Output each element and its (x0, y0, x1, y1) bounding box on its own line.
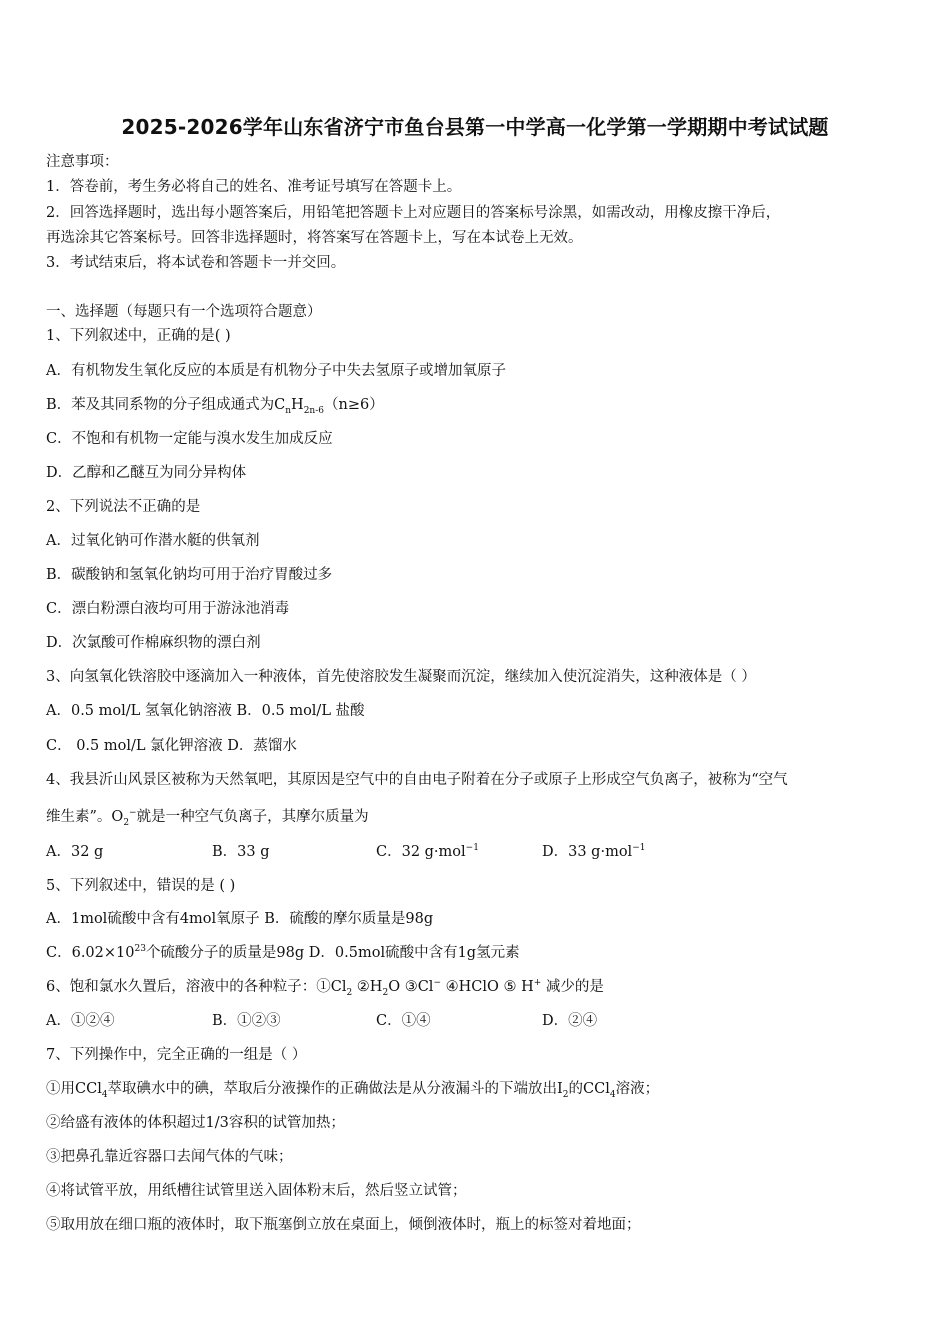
q1-option-b (46, 395, 384, 415)
q6-sub1: 2 (346, 987, 353, 998)
q6-mid1: ②H (352, 979, 383, 995)
notice-item-2: 2．回答选择题时，选出每小题答案后，用铅笔把答题卡上对应题目的答案标号涂黑，如需改动，用橡皮擦干净后， (46, 205, 781, 221)
q6-option-a: A．①②④ (46, 1013, 115, 1029)
q2-option-a: A．过氧化钠可作潜水艇的供氧剂 (46, 533, 260, 549)
q2-option-d: D．次氯酸可作棉麻织物的漂白剂 (46, 635, 261, 651)
q4-option-a: A．32 g (46, 844, 104, 860)
q1-option-a: A．有机物发生氧化反应的本质是有机物分子中失去氢原子或增加氧原子 (46, 363, 506, 379)
q4-option-d (542, 842, 645, 862)
q3-options-ab: A．0.5 mol/L 氢氧化钠溶液 B．0.5 mol/L 盐酸 (46, 703, 365, 719)
q7-i1-sub3: 4 (609, 1089, 616, 1100)
q4-c-text: C．32 g·mol (376, 844, 466, 860)
q3-options-cd: C． 0.5 mol/L 氯化钾溶液 D．蒸馏水 (46, 738, 297, 754)
q2-option-c: C．漂白粉漂白液均可用于游泳池消毒 (46, 601, 290, 617)
notice-item-1: 1．答卷前，考生务必将自己的姓名、准考证号填写在答题卡上。 (46, 179, 462, 195)
q4-stem2-post: 就是一种空气负离子，其摩尔质量为 (136, 809, 369, 825)
q5-cd-sup: 23 (134, 944, 146, 955)
q1-option-d: D．乙醇和乙醚互为同分异构体 (46, 465, 247, 481)
question-4-stem-line2 (46, 807, 369, 827)
q7-i1-pre: ①用CCl (46, 1081, 102, 1097)
question-6-stem (46, 977, 604, 997)
q6-option-c: C．①④ (376, 1013, 431, 1029)
q5-cd-post: 个硫酸分子的质量是98g D．0.5mol硫酸中含有1g氢元素 (145, 945, 520, 961)
q7-i1-sub1: 4 (101, 1089, 108, 1100)
q7-i1-sub2: 2 (562, 1089, 569, 1100)
notice-item-3: 3．考试结束后，将本试卷和答题卡一并交回。 (46, 255, 346, 271)
q6-mid2: O ③Cl (388, 979, 434, 995)
question-3-stem: 3、向氢氧化铁溶胶中逐滴加入一种液体，首先使溶胶发生凝聚而沉淀，继续加入使沉淀消失，这种液体是（ ） (46, 669, 756, 685)
notice-heading: 注意事项： (46, 154, 119, 170)
question-7-stem: 7、下列操作中，完全正确的一组是（ ） (46, 1047, 307, 1063)
q6-mid3: ④HClO ⑤ H (440, 979, 534, 995)
question-5-stem: 5、下列叙述中，错误的是 ( ) (46, 878, 236, 894)
q7-item-2: ②给盛有液体的体积超过1/3容积的试管加热； (46, 1115, 345, 1131)
q1-b-pre: B．苯及其同系物的分子组成通式为C (46, 397, 286, 413)
q2-option-b: B．碳酸钠和氢氧化钠均可用于治疗胃酸过多 (46, 567, 333, 583)
q4-option-b: B．33 g (212, 844, 270, 860)
q6-sup2: + (533, 978, 542, 989)
q7-item-4: ④将试管平放，用纸槽往试管里送入固体粉末后，然后竖立试管； (46, 1183, 467, 1199)
q1-b-sub1: n (285, 405, 292, 416)
q1-b-sub2: 2n-6 (303, 405, 324, 416)
q4-d-sup: −1 (632, 843, 646, 854)
notice-item-2-cont: 再选涂其它答案标号。回答非选择题时，将答案写在答题卡上，写在本试卷上无效。 (46, 230, 583, 246)
exam-title: 2025-2026学年山东省济宁市鱼台县第一中学高一化学第一学期期中考试试题 (121, 115, 829, 139)
q7-i1-mid: 萃取碘水中的碘，萃取后分液操作的正确做法是从分液漏斗的下端放出I (107, 1081, 563, 1097)
q4-stem2-pre: 维生素”。O (46, 809, 124, 825)
question-2-stem: 2、下列说法不正确的是 (46, 499, 201, 515)
q7-item-5: ⑤取用放在细口瓶的液体时，取下瓶塞倒立放在桌面上，倾倒液体时，瓶上的标签对着地面； (46, 1217, 641, 1233)
question-4-stem-line1: 4、我县沂山风景区被称为天然氧吧，其原因是空气中的自由电子附着在分子或原子上形成空气负离子，被称为“空气 (46, 772, 788, 788)
q6-post: 减少的是 (541, 979, 604, 995)
q1-option-c: C．不饱和有机物一定能与溴水发生加成反应 (46, 431, 333, 447)
question-1-stem: 1、下列叙述中，正确的是( ) (46, 328, 231, 344)
q7-i1-mid2: 的CCl (568, 1081, 610, 1097)
q5-cd-pre: C．6.02×10 (46, 945, 135, 961)
q7-item-3: ③把鼻孔靠近容器口去闻气体的气味； (46, 1149, 293, 1165)
q6-pre: 6、饱和氯水久置后，溶液中的各种粒子：①Cl (46, 979, 347, 995)
q6-option-d: D．②④ (542, 1013, 598, 1029)
q4-option-c (376, 842, 479, 862)
q1-b-mid: H (291, 397, 304, 413)
section-heading: 一、选择题（每题只有一个选项符合题意） (46, 304, 322, 320)
q4-stem2-sub: 2 (123, 817, 130, 828)
q4-c-sup: −1 (465, 843, 479, 854)
q6-sup1: − (433, 978, 441, 989)
q6-option-b: B．①②③ (212, 1013, 281, 1029)
q5-options-ab: A．1mol硫酸中含有4mol氧原子 B．硫酸的摩尔质量是98g (46, 911, 434, 927)
q1-b-post: （n≥6） (324, 397, 384, 413)
q7-item-1 (46, 1079, 659, 1099)
q4-stem2-sup: − (129, 808, 137, 819)
q6-sub2: 2 (382, 987, 389, 998)
q7-i1-post: 溶液； (615, 1081, 660, 1097)
q4-d-text: D．33 g·mol (542, 844, 633, 860)
q5-options-cd (46, 943, 520, 963)
